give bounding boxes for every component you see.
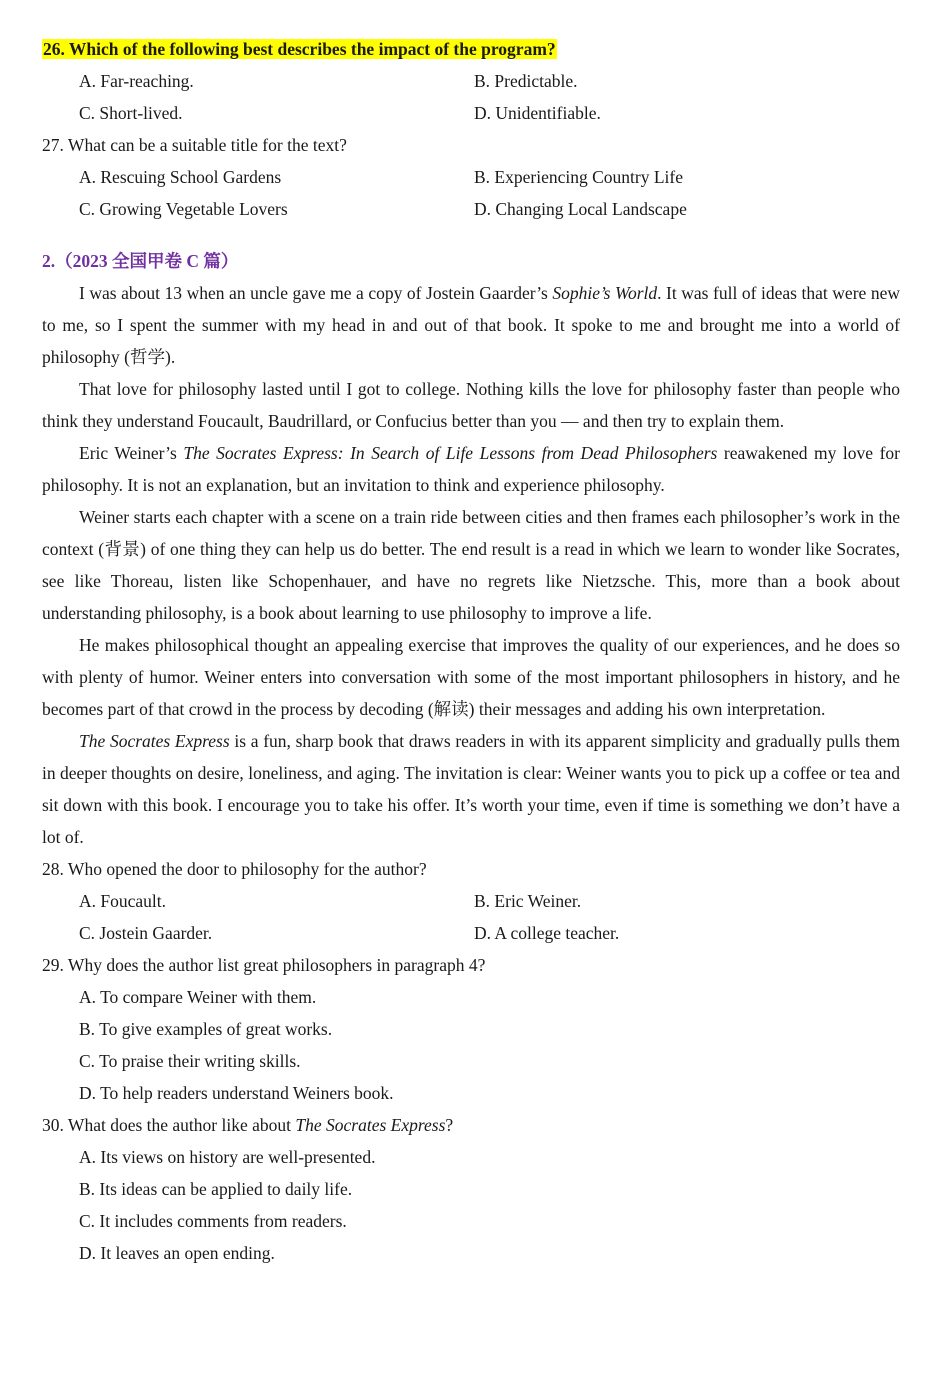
q26-option-a: A. Far-reaching. xyxy=(79,71,194,91)
q27-option-c: C. Growing Vegetable Lovers xyxy=(79,199,288,219)
passage-paragraph-6 xyxy=(42,725,900,853)
q27-option-d: D. Changing Local Landscape xyxy=(474,199,687,219)
q27-options-row-2 xyxy=(42,193,900,225)
p3-pre: Eric Weiner’s xyxy=(79,443,184,463)
p3-title: The Socrates Express: In Search of Life Lessons from Dead Philosophers xyxy=(183,443,718,463)
q29-option-a: A. To compare Weiner with them. xyxy=(79,987,317,1007)
q27-option-b: B. Experiencing Country Life xyxy=(474,167,683,187)
q29-option-row-a xyxy=(42,981,900,1013)
passage-paragraph-5: He makes philosophical thought an appealing exercise that improves the quality of our experiences, and he does so with plenty of humor. Weiner enters into conversation with some of the most important philosophers in history, and he becomes part of that crowd in the process by decoding (解读) their messages and adding his own interpretation. xyxy=(42,635,900,719)
q28-option-b: B. Eric Weiner. xyxy=(474,891,582,911)
q28-option-a: A. Foucault. xyxy=(79,891,167,911)
question-28-stem: 28. Who opened the door to philosophy for the author? xyxy=(42,859,427,879)
p1-post: . It was full of ideas that were new to me, so I spent the summer with my head in and out of that book. It spoke to me and brought me into a world of philosophy (哲学). xyxy=(42,283,900,367)
q26-option-d: D. Unidentifiable. xyxy=(474,103,601,123)
question-26 xyxy=(42,33,900,65)
q30-option-c: C. It includes comments from readers. xyxy=(79,1211,347,1231)
document-page xyxy=(42,33,900,1269)
q27-options-row-1 xyxy=(42,161,900,193)
q30-option-row-c xyxy=(42,1205,900,1237)
p6-post: is a fun, sharp book that draws readers in with its apparent simplicity and gradually pulls them in deeper thoughts on desire, loneliness, and aging. The invitation is clear: Weiner wants you to pick up a coffee or tea and sit down with this book. I encourage you to take his offer. It’s worth your time, even if time is something we don’t have a lot of. xyxy=(42,731,900,847)
q30-stem-post: ? xyxy=(445,1115,454,1135)
q30-option-b: B. Its ideas can be applied to daily life. xyxy=(79,1179,353,1199)
q27-option-a: A. Rescuing School Gardens xyxy=(79,167,282,187)
q28-option-d: D. A college teacher. xyxy=(474,923,620,943)
passage-paragraph-2: That love for philosophy lasted until I got to college. Nothing kills the love for philosophy faster than people who think they understand Foucault, Baudrillard, or Confucius better than you — and then try to explain them. xyxy=(42,379,900,431)
q29-option-b: B. To give examples of great works. xyxy=(79,1019,333,1039)
q28-option-c: C. Jostein Gaarder. xyxy=(79,923,213,943)
q29-option-row-d xyxy=(42,1077,900,1109)
section-heading: 2.（2023 全国甲卷 C 篇） xyxy=(42,251,239,271)
q26-option-c: C. Short-lived. xyxy=(79,103,183,123)
p3-post: reawakened my love for philosophy. It is not an explanation, but an invitation to think and experience philosophy. xyxy=(42,443,901,495)
q29-option-row-b xyxy=(42,1013,900,1045)
question-29-stem: 29. Why does the author list great philosophers in paragraph 4? xyxy=(42,955,486,975)
q30-stem-pre: 30. What does the author like about xyxy=(42,1115,296,1135)
q30-option-row-a xyxy=(42,1141,900,1173)
q28-options-row-2 xyxy=(42,917,900,949)
q29-option-row-c xyxy=(42,1045,900,1077)
q30-option-row-d xyxy=(42,1237,900,1269)
passage-paragraph-1 xyxy=(42,277,900,373)
q26-options-row-1 xyxy=(42,65,900,97)
question-27-stem: 27. What can be a suitable title for the text? xyxy=(42,135,347,155)
passage-paragraph-4: Weiner starts each chapter with a scene on a train ride between cities and then frames each philosopher’s work in the context (背景) of one thing they can help us do better. The end result is a read in which we learn to wonder like Socrates, see like Thoreau, listen like Schopenhauer, and have no regrets like Nietzsche. This, more than a book about understanding philosophy, is a book about learning to use philosophy to improve a life. xyxy=(42,507,900,623)
q30-option-a: A. Its views on history are well-presented. xyxy=(79,1147,376,1167)
q29-option-c: C. To praise their writing skills. xyxy=(79,1051,301,1071)
passage-paragraph-3 xyxy=(42,437,900,501)
p6-title: The Socrates Express xyxy=(79,731,230,751)
q30-stem-title: The Socrates Express xyxy=(295,1115,446,1135)
q26-option-b: B. Predictable. xyxy=(474,71,578,91)
q30-option-row-b xyxy=(42,1173,900,1205)
question-26-stem: 26. Which of the following best describes the impact of the program? xyxy=(43,39,556,59)
q30-option-d: D. It leaves an open ending. xyxy=(79,1243,275,1263)
p1-pre: I was about 13 when an uncle gave me a copy of Jostein Gaarder’s xyxy=(79,283,553,303)
q29-option-d: D. To help readers understand Weiners book. xyxy=(79,1083,394,1103)
p1-title: Sophie’s World xyxy=(552,283,658,303)
q26-options-row-2 xyxy=(42,97,900,129)
question-30-stem xyxy=(42,1109,900,1141)
q28-options-row-1 xyxy=(42,885,900,917)
